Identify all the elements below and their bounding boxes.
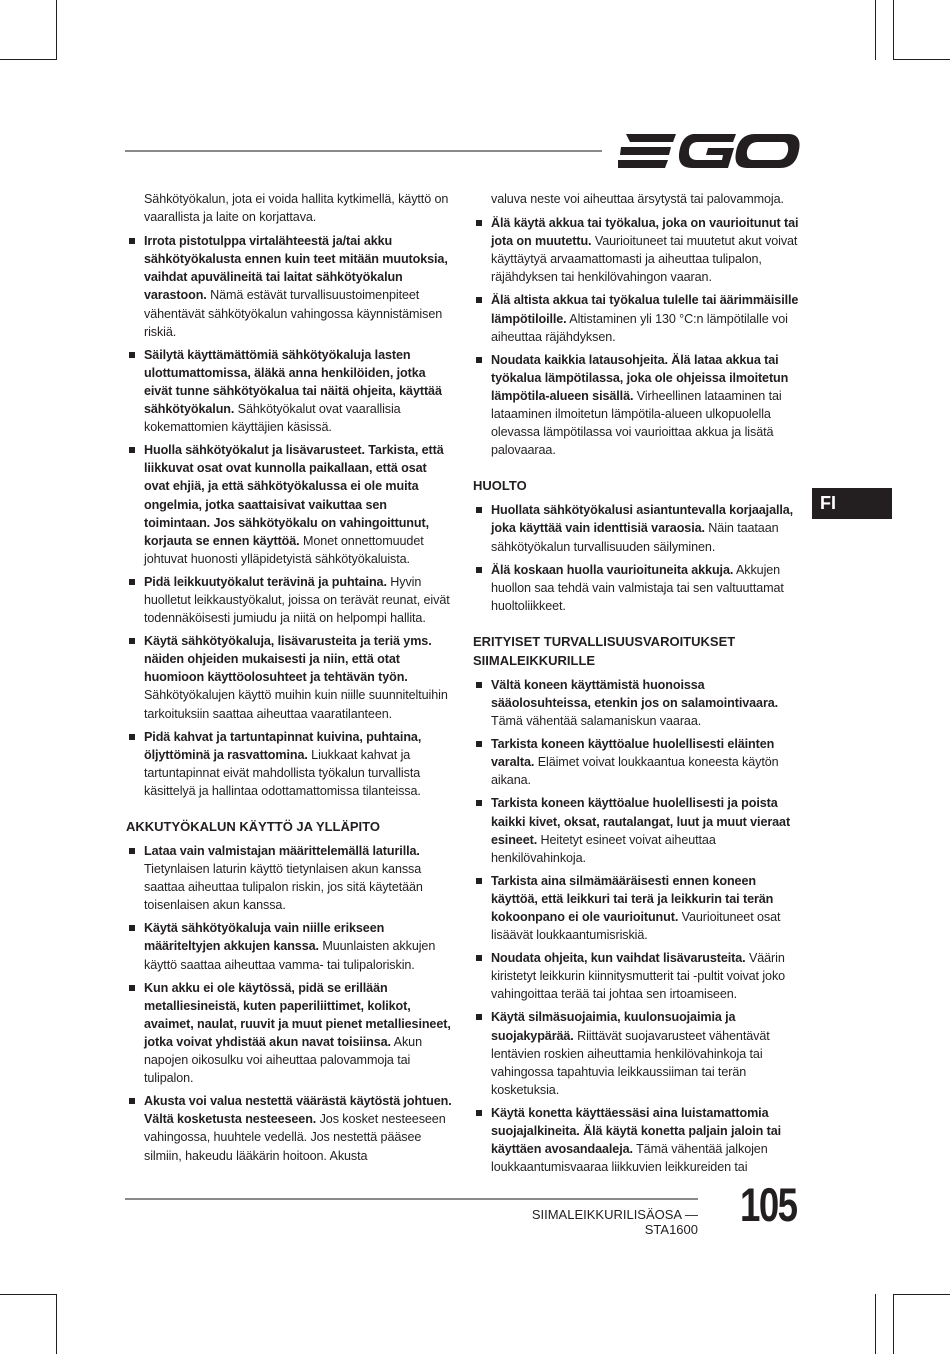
crop-mark [875, 1294, 876, 1354]
crop-mark [893, 1294, 950, 1295]
list-item: Käytä silmäsuojaimia, kuulonsuojaimia ja suojakypärää. Riittävät suojavarusteet vähentävät lentävien roskien aiheuttamia henkilövahinkoja tai vahingossa tapahtuvia leikkaussiiman tai terän kosketuksia. [473, 1008, 803, 1098]
list-item: Kun akku ei ole käytössä, pidä se erillään metalliesineistä, kuten paperiliittimet, kolikot, avaimet, naulat, ruuvit ja muut pienet metalliesineet, jotka voivat yhdistää akun navat toisiinsa. Akun napojen oikosulku voi aiheuttaa palovammoja tai tulipalon. [126, 979, 454, 1088]
logo-letter-g [679, 134, 736, 168]
list-item: Lataa vain valmistajan määrittelemällä laturilla. Tietynlaisen laturin käyttö tietynlaisen akun kanssa saattaa aiheuttaa tulipalon riskin, jos sitä käytetään toisenlaisen akun kanssa. [126, 842, 454, 914]
page-number: 105 [740, 1178, 797, 1231]
list-item: Irrota pistotulppa virtalähteestä ja/tai akku sähkötyökalusta ennen kuin teet mitään muutoksia, vaihdat apuvälineitä tai laitat sähkötyökalun varastoon. Nämä estävät turvallisuustoimenpiteet vähentävät sähkötyökalun vahingossa käynnistämisen riskiä. [126, 232, 454, 341]
language-tab: FI [812, 488, 892, 519]
list-item: Huollata sähkötyökalusi asiantuntevalla korjaajalla, joka käyttää vain identtisiä varaosia. Näin taataan sähkötyökalun turvallisuuden säilyminen. [473, 501, 803, 555]
section-heading: HUOLTO [473, 478, 527, 494]
header-rule [125, 150, 602, 152]
footer-rule [125, 1198, 698, 1200]
crop-mark [0, 1294, 56, 1295]
list-item: Vältä koneen käyttämistä huonoissa sääolosuhteissa, etenkin jos on salamointivaara. Tämä vähentää salamaniskun vaaraa. [473, 676, 803, 730]
crop-mark [893, 1294, 894, 1354]
list-item: Huolla sähkötyökalut ja lisävarusteet. Tarkista, että liikkuvat osat ovat kunnolla paikallaan, että osat ovat ehjiä, ja että sähkötyökalussa ei ole muita ongelmia, jotka saattaisivat vaikuttaa sen toimintaan. Jos sähkötyökalu on vahingoittunut, korjauta se ennen käyttöä. Monet onnettomuudet johtuvat huonosti ylläpidetyistä sähkötyökaluista. [126, 441, 454, 568]
list-item: Pidä kahvat ja tartuntapinnat kuivina, puhtaina, öljyttöminä ja rasvattomina. Liukkaat kahvat ja tartuntapinnat eivät mahdollista työkalun turvallista käsittelyä ja hallintaa odottamattomissa tilanteissa. [126, 728, 454, 800]
ego-logo [618, 130, 800, 172]
list-item: Pidä leikkuutyökalut terävinä ja puhtaina. Hyvin huolletut leikkaustyökalut, joissa on terävät reunat, eivät todennäköisesti jumiudu ja niitä on helpompi hallita. [126, 573, 454, 627]
list-item: Älä käytä akkua tai työkalua, joka on vaurioitunut tai jota on muutettu. Vaurioituneet tai muutetut akut voivat käyttäytyä arvaamattomasti ja aiheuttaa tulipalon, räjähdyksen tai henkilövahingon vaaran. [473, 214, 803, 286]
crop-mark [893, 0, 894, 60]
list-item: Säilytä käyttämättömiä sähkötyökaluja lasten ulottumattomissa, äläkä anna henkilöiden, jotka eivät tunne sähkötyökalua tai näitä ohjeita, käyttää sähkötyökalun. Sähkötyökalut ovat vaarallisia kokemattomien käyttäjien käsissä. [126, 346, 454, 436]
right-column [473, 190, 803, 1181]
list-item: Älä koskaan huolla vaurioituneita akkuja. Akkujen huollon saa tehdä vain valmistaja tai sen valtuuttamat huoltoliikkeet. [473, 561, 803, 615]
list-item: Älä altista akkua tai työkalua tulelle tai äärimmäisille lämpötiloille. Altistaminen yli 130 °C:n lämpötilalle voi aiheuttaa räjähdyksen. [473, 291, 803, 345]
logo-letter-o [735, 134, 799, 168]
section-heading: AKKUTYÖKALUN KÄYTTÖ JA YLLÄPITO [126, 819, 380, 834]
logo-letter-e [618, 134, 676, 168]
list-item: Akusta voi valua nestettä väärästä käytöstä johtuen. Vältä kosketusta nesteeseen. Jos kosket nesteeseen vahingossa, huuhtele vedellä. Jos nestettä pääsee silmiin, hakeudu lääkärin hoitoon. Akusta [126, 1092, 454, 1164]
continuation-text: Sähkötyökalun, jota ei voida hallita kytkimellä, käyttö on vaarallista ja laite on korjattava. [144, 192, 449, 225]
continuation-text: valuva neste voi aiheuttaa ärsytystä tai palovammoja. [491, 192, 784, 206]
list-item: Käytä sähkötyökaluja vain niille erikseen määriteltyjen akkujen kanssa. Muunlaisten akkujen käyttö saattaa aiheuttaa vamma- tai tulipaloriskin. [126, 919, 454, 973]
list-item: Tarkista aina silmämääräisesti ennen koneen käyttöä, että leikkuri tai terä ja leikkurin tai terän kokoonpano ei ole vaurioitunut. Vaurioituneet osat lisäävät loukkaantumisriskiä. [473, 872, 803, 944]
crop-mark [0, 59, 56, 60]
crop-mark [875, 0, 876, 60]
list-item: Käytä konetta käyttäessäsi aina luistamattomia suojajalkineita. Älä käytä konetta paljain jaloin tai käyttäen avosandaaleja. Tämä vähentää jalkojen loukkaantumisvaaraa liikkuvien leikkureiden tai [473, 1104, 803, 1176]
list-item: Noudata kaikkia latausohjeita. Älä lataa akkua tai työkalua lämpötilassa, joka ole ohjeissa ilmoitetun lämpötila-alueen sisällä. Virheellinen lataaminen tai lataaminen ilmoitetun lämpötila-alueen ulkopuolella olevassa lämpötilassa voi vaurioittaa akkua ja lisätä palovaaraa. [473, 351, 803, 460]
crop-mark [56, 0, 57, 60]
footer-product-title: SIIMALEIKKURILISÄOSA — STA1600 [531, 1207, 698, 1237]
left-column [126, 190, 454, 1170]
list-item: Tarkista koneen käyttöalue huolellisesti ja poista kaikki kivet, oksat, rautalangat, luut ja muut vieraat esineet. Heitetyt esineet voivat aiheuttaa henkilövahinkoja. [473, 794, 803, 866]
crop-mark [893, 59, 950, 60]
list-item: Käytä sähkötyökaluja, lisävarusteita ja teriä yms. näiden ohjeiden mukaisesti ja niin, että otat huomioon käyttöolosuhteet ja tehtävän työn. Sähkötyökalujen käyttö muihin kuin niille suunniteltuihin tarkoituksiin saattaa aiheuttaa vaaratilanteen. [126, 632, 454, 722]
section-heading: ERITYISET TURVALLISUUSVAROITUKSET SIIMALEIKKURILLE [473, 633, 736, 668]
list-item: Noudata ohjeita, kun vaihdat lisävarusteita. Väärin kiristetyt leikkurin kiinnitysmutterit tai -pultit voivat joko vahingoittaa terää tai johtaa sen irtoamiseen. [473, 949, 803, 1003]
crop-mark [56, 1294, 57, 1354]
list-item: Tarkista koneen käyttöalue huolellisesti eläinten varalta. Eläimet voivat loukkaantua koneesta käytön aikana. [473, 735, 803, 789]
